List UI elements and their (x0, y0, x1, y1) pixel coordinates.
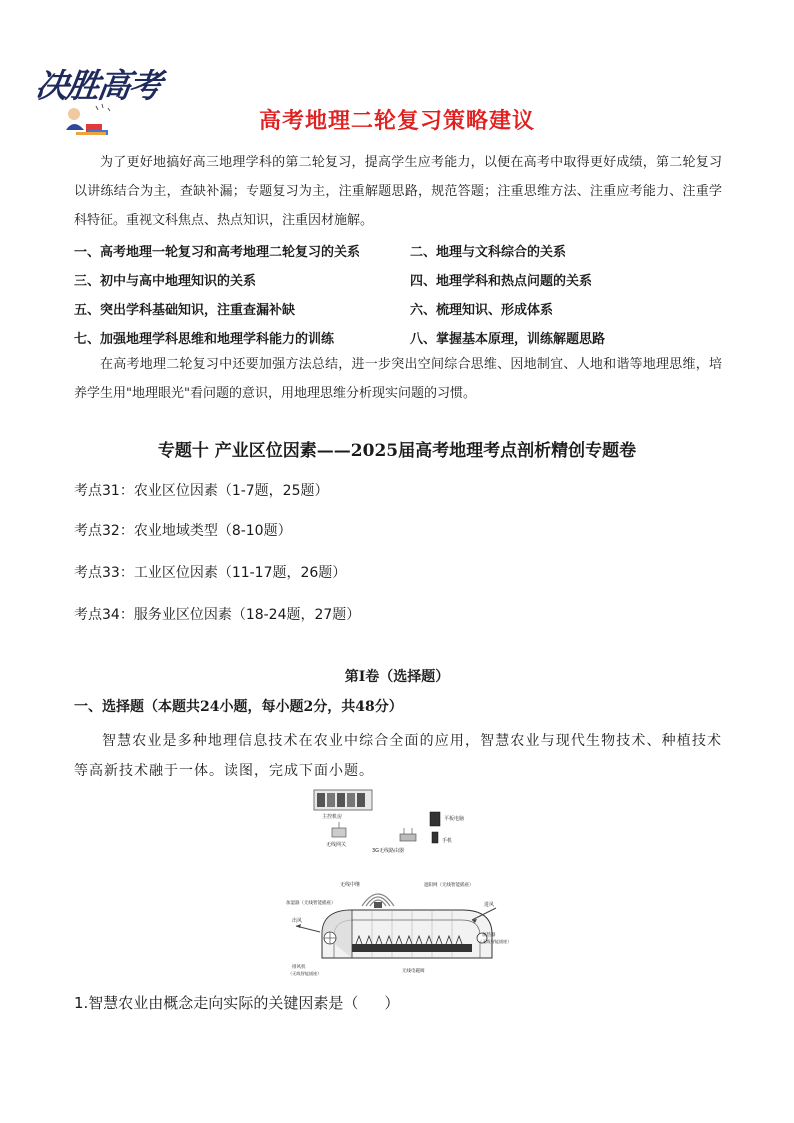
strategy-list (74, 236, 734, 352)
strategy-item: 一、高考地理一轮复习和高考地理二轮复习的关系 (74, 245, 361, 260)
smart-greenhouse-figure (282, 786, 522, 986)
label-wireless-gateway: 无线网关 (326, 842, 347, 848)
question-1 (74, 992, 399, 1013)
label-shade-net: 遮阳网（无线智能插座） (424, 883, 474, 888)
label-phone: 手机 (442, 838, 453, 844)
kaodian-item: 考点34：服务业区位因素（18-24题，27题） (74, 607, 361, 623)
tablet-icon (430, 812, 440, 826)
kaodian-item: 考点32：农业地域类型（8-10题） (74, 523, 292, 539)
label-air-in: 进风 (484, 902, 495, 908)
section-title: 第Ⅰ卷（选择题） (344, 669, 450, 685)
method-paragraph: 在高考地理二轮复习中还要加强方法总结，进一步突出空间综合思维、因地制宜、人地和谐等地理思维，培养学生用"地理眼光"看问题的意识，用地理思维分析现实问题的习惯。 (74, 357, 722, 401)
label-fan-socket: （无线智能插座） (288, 971, 322, 976)
topic-title: 专题十 产业区位因素——2025届高考地理考点剖析精创专题卷 (157, 441, 637, 461)
strategy-item: 七、加强地理学科思维和地理学科能力的训练 (74, 332, 335, 347)
question-1-text: 1.智慧农业由概念走向实际的关键因素是（ (74, 994, 359, 1012)
router-icon (400, 828, 416, 841)
label-heater-socket: （无线智能插座） (478, 939, 512, 944)
question-intro: 智慧农业是多种地理信息技术在农业中综合全面的应用，智慧农业与现代生物技术、种植技术等高新技术融于一体。读图，完成下面小题。 (74, 733, 722, 779)
strategy-row (74, 236, 734, 265)
kaodian-item: 考点33：工业区位因素（11-17题，26题） (74, 565, 347, 581)
label-fan: 排风机 (292, 965, 306, 970)
wireless-gateway-icon (332, 822, 346, 837)
strategy-row (74, 323, 734, 352)
page-title: 高考地理二轮复习策略建议 (258, 109, 535, 134)
logo-text: 决胜高考 (32, 66, 163, 105)
intro-paragraph: 为了更好地搞好高三地理学科的第二轮复习，提高学生应考能力，以便在高考中取得更好成绩，第二轮复习以讲练结合为主，查缺补漏；专题复习为主，注重解题思路，规范答题；注重思维方法、注重应考能力、注重学科特征。重视文科焦点、热点知识，注重因材施解。 (74, 155, 722, 228)
label-humidifier: 加湿器（无线智能插座） (286, 901, 336, 906)
label-heater: 加热器 (482, 933, 496, 938)
label-valve: 无线电磁阀 (402, 969, 425, 974)
strategy-item: 六、梳理知识、形成体系 (410, 303, 554, 318)
strategy-row (74, 265, 734, 294)
strategy-row (74, 294, 734, 323)
strategy-item: 三、初中与高中地理知识的关系 (74, 274, 257, 289)
question-1-close-paren: ） (384, 994, 400, 1012)
part-title: 一、选择题（本题共24小题，每小题2分，共48分） (74, 699, 403, 715)
label-wireless-relay: 无线中继 (340, 882, 361, 888)
strategy-item: 二、地理与文科综合的关系 (410, 245, 567, 260)
kaodian-item: 考点31：农业区位因素（1-7题，25题） (74, 483, 329, 499)
label-tablet: 平板电脑 (444, 816, 465, 822)
phone-icon (432, 832, 438, 843)
server-rack-icon (314, 790, 372, 810)
strategy-item: 五、突出学科基础知识，注重查漏补缺 (74, 303, 296, 318)
wireless-signal-icon (362, 894, 394, 908)
strategy-item: 八、掌握基本原理，训练解题思路 (410, 332, 606, 347)
label-router: 3G无线路由器 (372, 848, 405, 854)
greenhouse-icon (322, 910, 492, 958)
label-control-room: 主控机房 (322, 814, 343, 820)
strategy-item: 四、地理学科和热点问题的关系 (410, 274, 593, 289)
label-air-out: 出风 (292, 918, 303, 924)
